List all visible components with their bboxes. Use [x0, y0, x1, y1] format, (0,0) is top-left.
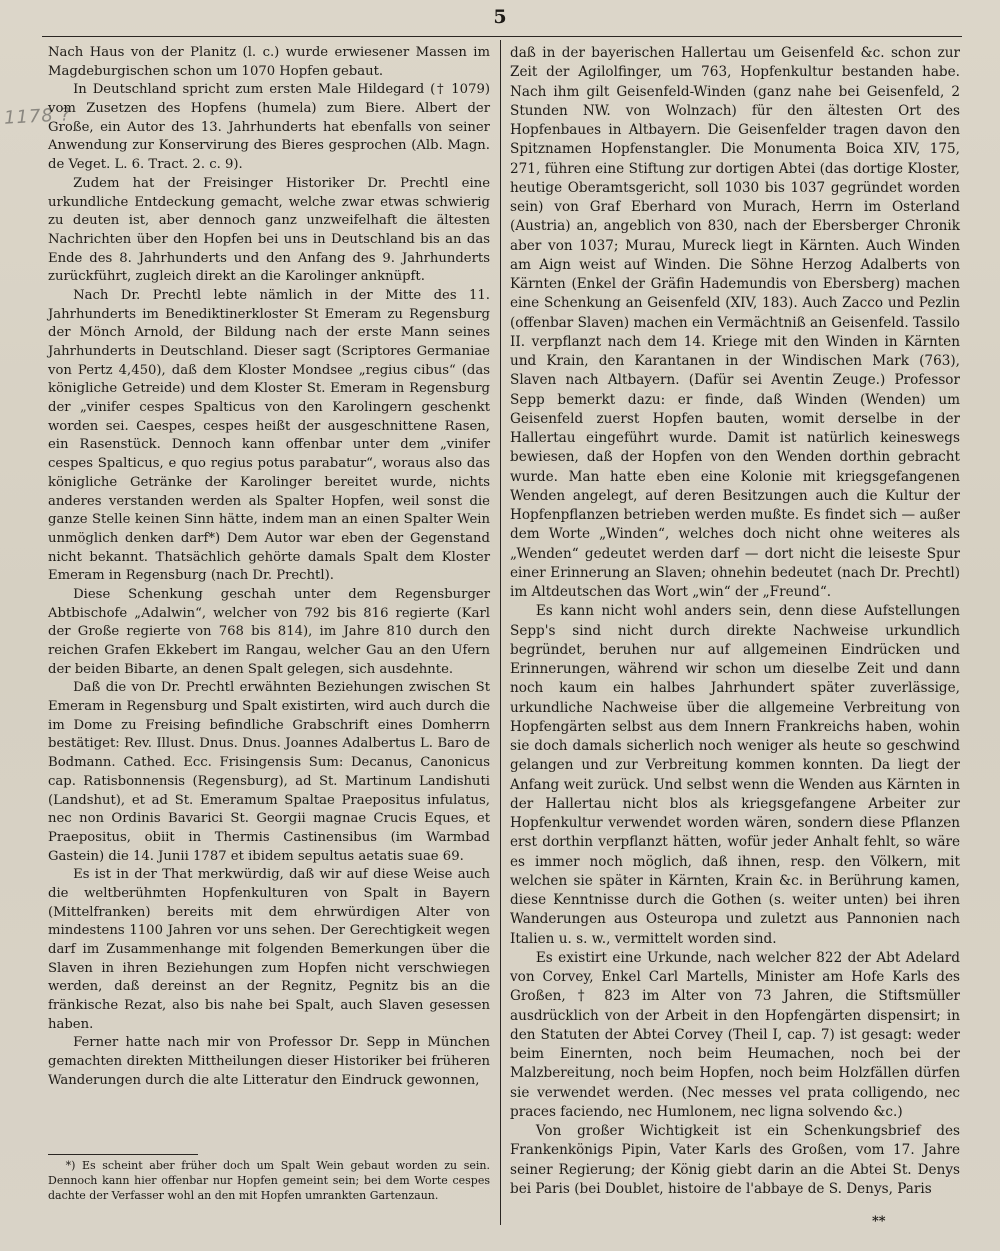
handwritten-margin-note: 1178 ?: [3, 104, 72, 129]
paragraph: Daß die von Dr. Prechtl erwähnten Beziehungen zwischen St Emeram in Regensburg und Spalt existirten, wird auch durch die im Dome zu Freising befindliche Grabschrift eines Domherrn bestätiget: Rev. Illust. Dnus. Dnus. Joannes Adalbertus L. Baro de Bodmann. Cathed. Ecc. Frisingensis Sum: Decanus, Canonicus cap. Ratisbonnensis (Regensburg), ad St. Martinum Landishuti (Landshut), et ad St. Emeramum Spaltae Praepositus infulatus, nec non Ordinis Bavarici St. Georgii magnae Crucis Eques, et Praepositus, obiit in Thermis Castinensibus (im Warmbad Gastein) die 14. Junii 1787 et ibidem sepultus aetatis suae 69.: [48, 680, 490, 864]
paragraph: Von großer Wichtigkeit ist ein Schenkungsbrief des Frankenkönigs Pipin, Vater Karls des Großen, vom 17. Jahre seiner Regierung; der König giebt darin an die Abtei St. Denys bei Paris (bei Doublet, histoire de l'abbaye de S. Denys, Paris: [510, 1123, 960, 1197]
paragraph: Nach Haus von der Planitz (l. c.) wurde erwiesener Massen im Magdeburgischen schon um 1070 Hopfen gebaut.: [48, 45, 490, 79]
footnote: [48, 1158, 490, 1203]
paragraph: Diese Schenkung geschah unter dem Regensburger Abtbischofe „Adalwin“, welcher von 792 bis 816 regierte (Karl der Große regierte von 768 bis 814), im Jahre 810 durch den reichen Grafen Ekkebert im Rangau, welcher Gau an den Ufern der beiden Bibarte, an denen Spalt gelegen, sich ausdehnte.: [48, 586, 490, 677]
paragraph: Es kann nicht wohl anders sein, denn diese Aufstellungen Sepp's sind nicht durch direkte Nachweise urkundlich begründet, beruhen nur auf allgemeinen Eindrücken und Erinnerungen, während wir schon um dieselbe Zeit und dann noch kaum ein halbes Jahrhundert später zuverlässige, urkundliche Nachweise über die allgemeine Verbreitung von Hopfengärten selbst aus dem Innern Frankreichs haben, wohin sie doch damals sicherlich noch weniger als heute so geschwind gelangen und zur Verbreitung kommen konnten. Da liegt der Anfang weit zurück. Und selbst wenn die Wenden aus Kärnten in der Hallertau nicht blos als kriegsgefangene Arbeiter zur Hopfenkultur verwendet worden wären, sondern diese Pflanzen erst dorthin verpflanzt hätten, wofür jeder Anhalt fehlt, so wäre es immer noch möglich, daß ihnen, resp. den Völkern, mit welchen sie später in Kärnten, Krain &c. in Berührung kamen, diese Kenntnisse durch die Gothen (s. weiter unten) bei ihren Wanderungen aus Osteuropa und zuletzt aus Pannonien nach Italien u. s. w., vermittelt worden sind.: [510, 603, 960, 947]
paragraph: Es existirt eine Urkunde, nach welcher 822 der Abt Adelard von Corvey, Enkel Carl Martells, Minister am Hofe Karls des Großen, † 823 im Alter von 73 Jahren, die Stiftsmüller ausdrücklich von der Arbeit in den Hopfengärten dispensirt; in den Statuten der Abtei Corvey (Theil I, cap. 7) ist gesagt: weder beim Einernten, noch beim Heumachen, noch bei der Malzbereitung, noch beim Hopfen, noch beim Holzfällen dürfen sie verwendet werden. (Nec messes vel prata colligendo, nec praces faciendo, nec Humlonem, nec ligna solvendo &c.): [510, 949, 960, 1120]
header-rule: [42, 36, 962, 37]
right-column: [510, 44, 960, 1199]
page-number: 5: [493, 6, 507, 28]
footnote-rule: [48, 1154, 198, 1155]
footnote-text: *) Es scheint aber früher doch um Spalt Wein gebaut worden zu sein. Dennoch kann hier offenbar nur Hopfen gemeint sein; bei dem Worte cespes dachte der Verfasser wohl an den mit Hopfen umrankten Gartenzaun.: [48, 1159, 490, 1202]
paragraph: Zudem hat der Freisinger Historiker Dr. Prechtl eine urkundliche Entdeckung gemacht, welche zwar etwas schwierig zu deuten ist, aber dennoch ganz unzweifelhaft die ältesten Nachrichten über den Hopfen bei uns in Deutschland bis an das Ende des 8. Jahrhunderts und den Anfang des 9. Jahrhunderts zurückführt, zugleich direkt an die Karolinger anknüpft.: [48, 175, 490, 285]
left-column: [48, 44, 490, 1091]
paragraph: Ferner hatte nach mir von Professor Dr. Sepp in München gemachten direkten Mittheilungen dieser Historiker bei früheren Wanderungen durch die alte Litteratur den Eindruck gewonnen,: [48, 1035, 490, 1088]
paragraph: Es ist in der That merkwürdig, daß wir auf diese Weise auch die weltberühmten Hopfenkulturen von Spalt in Bayern (Mittelfranken) bereits mit dem ehrwürdigen Alter von mindestens 1100 Jahren vor uns sehen. Der Gerechtigkeit wegen darf im Zusammenhange mit folgenden Bemerkungen über die Slaven in ihren Beziehungen zum Hopfen nicht verschwiegen werden, daß dereinst an der Regnitz, Pegnitz bis an die fränkische Rezat, also bis nahe bei Spalt, auch Slaven gesessen haben.: [48, 867, 490, 1032]
signature-mark: **: [872, 1214, 886, 1229]
paragraph: daß in der bayerischen Hallertau um Geisenfeld &c. schon zur Zeit der Agilolfinger, um 763, Hopfenkultur bestanden habe. Nach ihm gilt Geisenfeld-Winden (ganz nahe bei Geisenfeld, 2 Stunden NW. von Wolnzach) für den ältesten Ort des Hopfenbaues in Altbayern. Die Geisenfelder tragen davon den Spitznamen Hopfenstangler. Die Monumenta Boica XIV, 175, 271, führen eine Stiftung zur dortigen Abtei (das dortige Kloster, heutige Oberamtsgericht, soll 1030 bis 1037 gegründet worden sein) von Graf Eberhard von Murach, Herrn im Osterland (Austria) an, angeblich von 830, nach der Ebersberger Chronik aber von 1037; Murau, Mureck liegt in Kärnten. Auch Winden am Aign weist auf Winden. Die Söhne Herzog Adalberts von Kärnten (Enkel der Gräfin Hademundis von Ebersberg) machen eine Schenkung an Geisenfeld (XIV, 183). Auch Zacco und Pezlin (offenbar Slaven) machen ein Vermächtniß an Geisenfeld. Tassilo II. verpflanzt nach dem 14. Kriege mit den Winden in Kärnten und Krain, den Karantanen in der Windischen Mark (763), Slaven nach Altbayern. (Dafür sei Aventin Zeuge.) Professor Sepp bemerkt dazu: er finde, daß Winden (Wenden) um Geisenfeld zuerst Hopfen bauten, womit derselbe in der Hallertau eingeführt wurde. Damit ist natürlich keineswegs bewiesen, daß der Hopfen von den Wenden dorthin gebracht wurde. Man hatte eben eine Kolonie mit kriegsgefangenen Wenden angelegt, auf deren Besitzungen auch die Kultur der Hopfenpflanzen betrieben werden mußte. Es findet sich — außer dem Worte „Winden“, welches doch nicht ohne weiteres als „Wenden“ gedeutet werden darf — dort nicht die leiseste Spur einer Erinnerung an Slaven; ohnehin bedeutet (nach Dr. Prechtl) im Altdeutschen das Wort „win“ der „Freund“.: [510, 45, 960, 600]
paragraph: Nach Dr. Prechtl lebte nämlich in der Mitte des 11. Jahrhunderts im Benediktinerkloster St Emeram zu Regensburg der Mönch Arnold, der Bildung nach der erste Mann seines Jahrhunderts in Deutschland. Dieser sagt (Scriptores Germaniae von Pertz 4,450), daß dem Kloster Mondsee „regius cibus“ (das königliche Getreide) und dem Kloster St. Emeram in Regensburg der „vinifer cespes Spalticus von den Karolingern geschenkt worden sei. Caespes, cespes heißt der ausgeschnittene Rasen, ein Rasenstück. Dennoch kann offenbar unter dem „vinifer cespes Spalticus, e quo regius potus parabatur“, woraus also das königliche Getränke der Karolinger bereitet wurde, nichts anderes verstanden werden als Spalter Hopfen, weil sonst die ganze Stelle keinen Sinn hätte, indem man an einen Spalter Wein unmöglich denken darf*) Dem Autor war eben der Gegenstand nicht bekannt. Thatsächlich gehörte damals Spalt dem Kloster Emeram in Regensburg (nach Dr. Prechtl).: [48, 287, 490, 584]
paragraph: In Deutschland spricht zum ersten Male Hildegard († 1079) vom Zusetzen des Hopfens (humela) zum Biere. Albert der Große, ein Autor des 13. Jahrhunderts hat ebenfalls von seiner Anwendung zur Konservirung des Bieres gesprochen (Alb. Magn. de Veget. L. 6. Tract. 2. c. 9).: [48, 82, 490, 173]
column-divider: [500, 40, 501, 1225]
